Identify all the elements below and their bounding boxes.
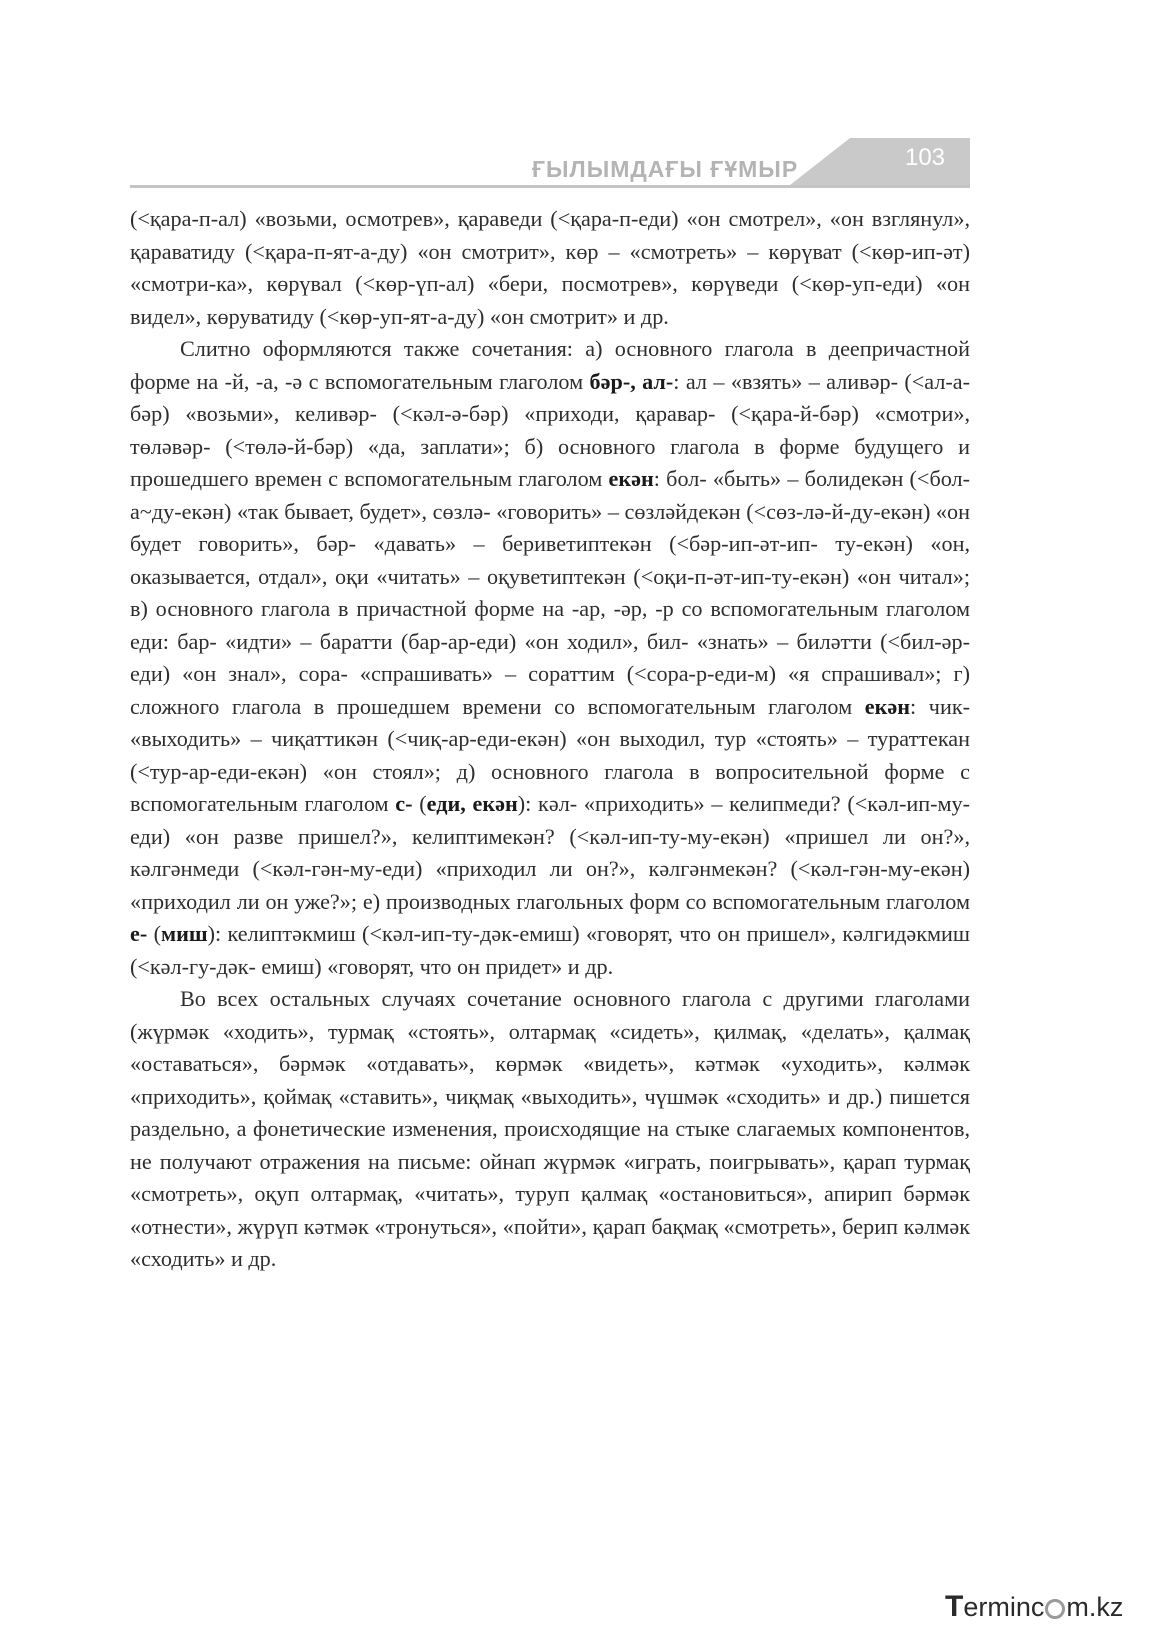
logo-text-2: m.kz — [1066, 1592, 1124, 1622]
header-rule — [130, 185, 970, 188]
page-body — [130, 203, 970, 1276]
logo-o-ring-icon — [1045, 1599, 1065, 1619]
paragraph-2: Слитно оформляются также сочетания: а) основного глагола в деепричастной форме на -й, -а, -ә с вспомогательным глаголом бәр-, ал-: ал – «взять» – аливәр- (<ал-а-бәр) «возьми», келивәр- (<кәл-ә-бәр) «приходи, қаравар- (<қара-й-бәр) «смотри», төләвәр- (<төлә-й-бәр) «да, заплати»; б) основного глагола в форме будущего и прошедшего времен с вспомогательным глаголом екән: бол- «быть» – болидекән (<бол-а~ду-екән) «так бывает, будет», сөзлә- «говорить» – сөзләйдекән (<сөз-лә-й-ду-екән) «он будет говорить», бәр- «давать» – бериветиптекән (<бәр-ип-әт-ип- ту-екән) «он, оказывается, отдал», оқи «читать» – оқуветиптекән (<оқи-п-әт-ип-ту-екән) «он читал»; в) основного глагола в причастной форме на -ар, -әр, -р со вспомогательным глаголом еди: бар- «идти» – баратти (бар-ар-еди) «он ходил», бил- «знать» – биләтти (<бил-әр-еди) «он знал», сора- «спрашивать» – сораттим (<сора-р-еди-м) «я спрашивал»; г) сложного глагола в прошедшем времени со вспомогательным глаголом екән: чик- «выходить» – чиқаттикән (<чиқ-ар-еди-екән) «он выходил, тур «стоять» – тураттекан (<тур-ар-еди-екән) «он стоял»; д) основного глагола в вопросительной форме с вспомогательным глаголом с- (еди, екән): кәл- «приходить» – келипмеди? (<кәл-ип-му-еди) «он разве пришел?», келиптимекән? (<кәл-ип-ту-му-екән) «пришел ли он?», кәлгәнмеди (<кәл-гән-му-еди) «приходил ли он?», кәлгәнмекән? (<кәл-гән-му-екән) «приходил ли он уже?»; е) производных глагольных форм со вспомогательным глаголом е- (миш): келиптәкмиш (<кәл-ип-ту-дәк-емиш) «говорят, что он пришел», кәлгидәкмиш (<кәл-гу-дәк- емиш) «говорят, что он придет» и др. — [130, 336, 971, 979]
page-number: 103 — [904, 144, 946, 171]
paragraph-3: Во всех остальных случаях сочетание основного глагола с другими глаголами (жүрмәк «ходить», турмақ «стоять», олтармақ «сидеть», қилмақ, «делать», қалмақ «оставаться», бәрмәк «отдавать», көрмәк «видеть», кәтмәк «уходить», кәлмәк «приходить», қоймақ «ставить», чиқмақ «выходить», чүшмәк «сходить» и др.) пишется раздельно, а фонетические изменения, происходящие на стыке слагаемых компонентов, не получают отражения на письме: ойнап жүрмәк «играть, поигрывать», қарап турмақ «смотреть», оқуп олтармақ, «читать», туруп қалмақ «остановиться», апирип бәрмәк «отнести», жүрүп кәтмәк «тронуться», «пойти», қарап бақмақ «смотреть», берип кәлмәк «сходить» и др. — [130, 986, 970, 1271]
running-header — [130, 138, 970, 190]
logo-text-1: erminc — [963, 1592, 1045, 1622]
logo-t: T — [945, 1590, 964, 1623]
termincom-logo[interactable] — [945, 1590, 1150, 1630]
paragraph-1: (<қара-п-ал) «возьми, осмотрев», қараведи (<қара-п-еди) «он смотрел», «он взглянул», қараватиду (<қара-п-ят-а-ду) «он смотрит», көр – «смотреть» – көрүват (<көр-ип-әт) «смотри-ка», көрүвал (<көр-үп-ал) «бери, посмотрев», көрүведи (<көр-уп-еди) «он видел», көруватиду (<көр-уп-ят-а-ду) «он смотрит» и др. — [130, 206, 970, 329]
header-title: ҒЫЛЫМДАҒЫ ҒҰМЫР — [532, 156, 799, 182]
